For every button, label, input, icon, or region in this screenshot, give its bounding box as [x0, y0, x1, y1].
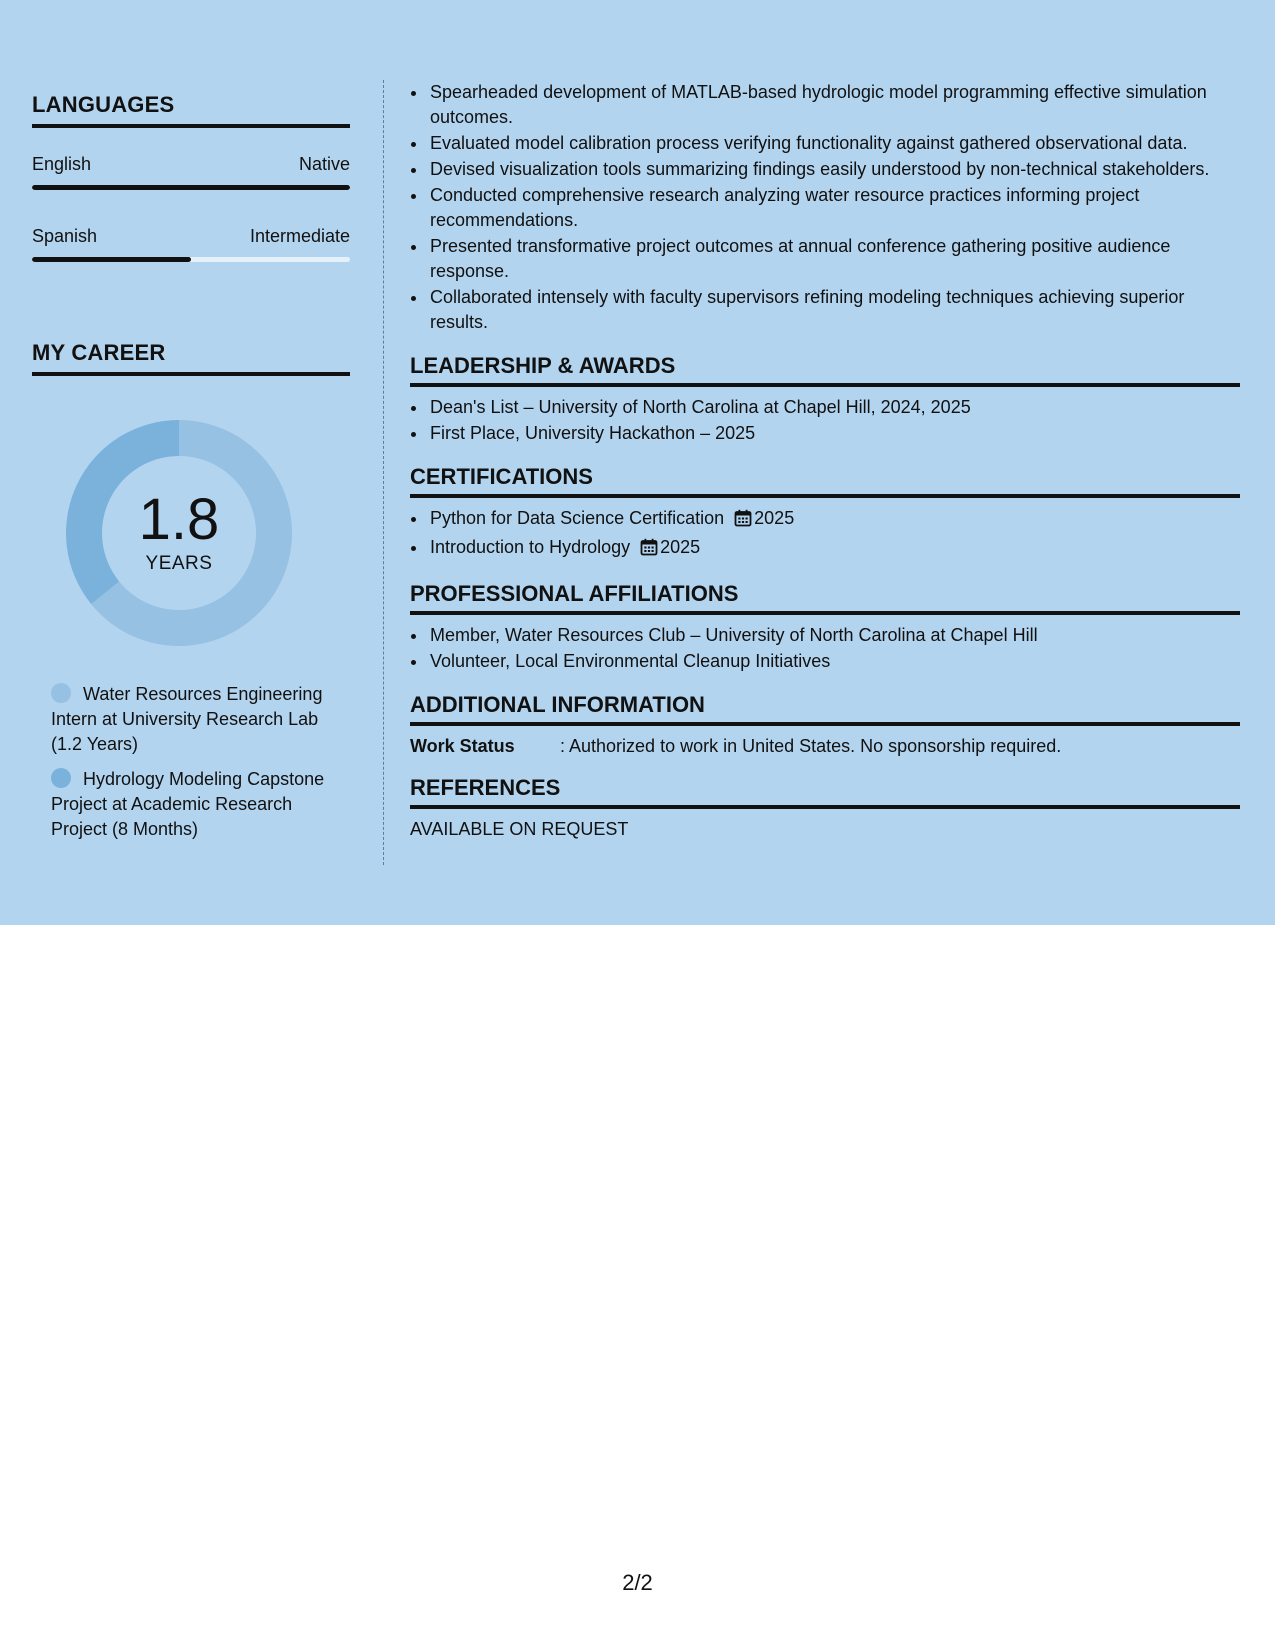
legend-dot-icon	[51, 683, 71, 703]
language-level: Intermediate	[249, 226, 350, 246]
language-level: Native	[298, 154, 350, 174]
certifications-title: CERTIFICATIONS	[410, 464, 1240, 498]
additional-info-section	[410, 692, 1240, 757]
language-row-spanish	[32, 226, 350, 247]
career-legend	[51, 682, 331, 842]
certifications-section	[410, 464, 1240, 563]
list-item	[428, 506, 1240, 534]
career-total-unit: YEARS	[145, 553, 213, 574]
certification-year: 2025	[754, 508, 795, 528]
career-total-value: 1.8	[138, 487, 220, 552]
list-item: • Volunteer, Local Environmental Cleanup Initiatives	[428, 649, 1240, 674]
list-item: • Member, Water Resources Club – University of North Carolina at Chapel Hill	[428, 623, 1240, 648]
column-divider	[383, 80, 384, 865]
list-item	[428, 535, 1240, 563]
calendar-icon	[640, 538, 658, 563]
right-column	[410, 80, 1240, 840]
calendar-icon	[734, 509, 752, 534]
affiliations-title: PROFESSIONAL AFFILIATIONS	[410, 581, 1240, 615]
list-item: • Presented transformative project outcomes at annual conference gathering positive audience response.	[428, 234, 1240, 284]
legend-dot-icon	[51, 768, 71, 788]
work-status-value: : Authorized to work in United States. No sponsorship required.	[560, 736, 1062, 756]
leadership-list	[410, 395, 1240, 446]
references-section	[410, 775, 1240, 840]
leadership-section	[410, 353, 1240, 446]
list-item: • Devised visualization tools summarizing findings easily understood by non-technical stakeholders.	[428, 157, 1240, 182]
leadership-title: LEADERSHIP & AWARDS	[410, 353, 1240, 387]
language-bar-fill	[32, 185, 350, 190]
work-status-row	[410, 736, 1240, 757]
additional-info-title: ADDITIONAL INFORMATION	[410, 692, 1240, 726]
language-bar-english	[32, 185, 350, 190]
language-row-english	[32, 154, 350, 175]
references-title: REFERENCES	[410, 775, 1240, 809]
certification-year: 2025	[660, 537, 701, 557]
certifications-list	[410, 506, 1240, 563]
language-name: English	[32, 154, 92, 174]
affiliations-list	[410, 623, 1240, 674]
work-status-label: Work Status	[410, 736, 515, 756]
certification-name: Introduction to Hydrology	[430, 537, 631, 557]
career-donut-chart	[66, 420, 292, 646]
language-bar-fill	[32, 257, 191, 262]
references-text: AVAILABLE ON REQUEST	[410, 819, 629, 839]
certification-name: Python for Data Science Certification	[430, 508, 725, 528]
language-bar-spanish	[32, 257, 350, 262]
list-item: • Evaluated model calibration process verifying functionality against gathered observational data.	[428, 131, 1240, 156]
page-number: 2/2	[622, 1570, 653, 1595]
list-item: • Spearheaded development of MATLAB-based hydrologic model programming effective simulation outcomes.	[428, 80, 1240, 130]
list-item: • First Place, University Hackathon – 2025	[428, 421, 1240, 446]
affiliations-section	[410, 581, 1240, 674]
legend-label: Hydrology Modeling Capstone Project at Academic Research Project (8 Months)	[51, 769, 325, 839]
list-item: • Dean's List – University of North Carolina at Chapel Hill, 2024, 2025	[428, 395, 1240, 420]
legend-item	[51, 767, 331, 842]
list-item: • Collaborated intensely with faculty supervisors refining modeling techniques achieving superior results.	[428, 285, 1240, 335]
list-item: • Conducted comprehensive research analyzing water resource practices informing project recommendations.	[428, 183, 1240, 233]
experience-bullets	[410, 80, 1240, 335]
language-name: Spanish	[32, 226, 98, 246]
career-title: MY CAREER	[32, 340, 350, 376]
legend-label: Water Resources Engineering Intern at University Research Lab (1.2 Years)	[51, 684, 323, 754]
languages-title: LANGUAGES	[32, 92, 350, 128]
legend-item	[51, 682, 331, 757]
left-column	[32, 92, 350, 852]
donut-center	[66, 420, 292, 646]
